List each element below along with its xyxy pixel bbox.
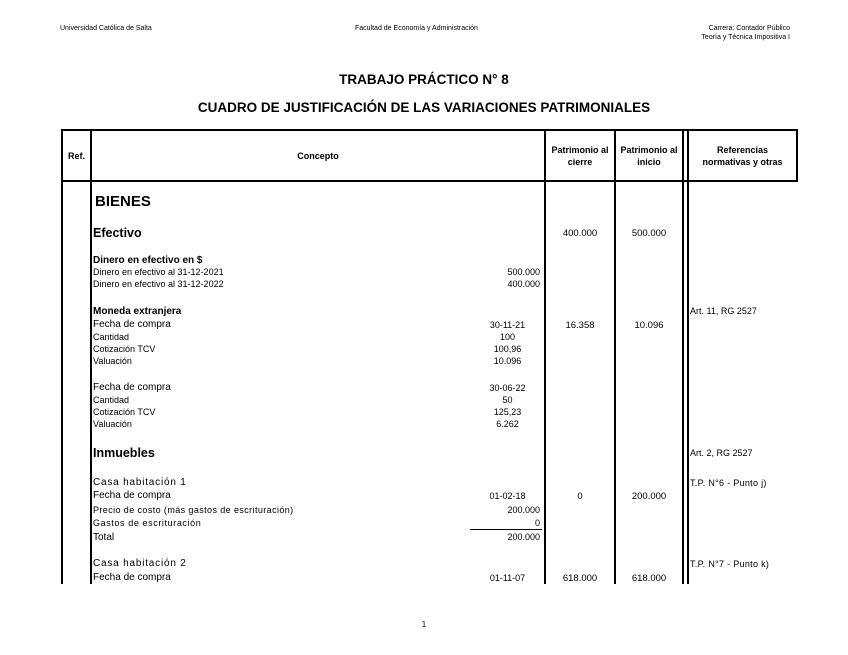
moneda-g1-cantidad-label: Cantidad (93, 332, 130, 342)
moneda-g2-valuacion: 6.262 (496, 419, 519, 429)
casa1-cierre: 0 (577, 491, 583, 502)
col-header-inicio: Patrimonio al inicio (620, 144, 678, 167)
moneda-label: Moneda extranjera (93, 306, 182, 317)
casa1-fecha: 01-02-18 (489, 491, 526, 501)
moneda-g2-cantidad-label: Cantidad (93, 395, 130, 405)
faculty-name: Facultad de Economía y Administración (355, 25, 478, 32)
moneda-ref: Art. 11, RG 2527 (690, 306, 757, 316)
casa2-fecha: 01-11-07 (489, 573, 526, 583)
moneda-g1-cotizacion: 100,96 (493, 344, 522, 354)
dinero-row1-value: 500.000 (507, 267, 540, 277)
col-header-referencias: Referencias normativas y otras (702, 144, 783, 167)
moneda-g1-valuacion: 10.096 (493, 356, 522, 366)
moneda-g2-cotizacion-label: Cotización TCV (93, 407, 156, 417)
casa1-total-label: Total (93, 532, 115, 543)
casa2-label: Casa habitación 2 (93, 558, 187, 569)
casa2-fecha-label: Fecha de compra (93, 572, 171, 583)
efectivo-inicio: 500.000 (631, 228, 667, 239)
moneda-g1-cantidad: 100 (499, 332, 516, 342)
col-header-concepto: Concepto (297, 150, 339, 161)
university-name: Universidad Católica de Salta (60, 25, 152, 32)
dinero-row2-value: 400.000 (507, 279, 540, 289)
dinero-label: Dinero en efectivo en $ (93, 255, 203, 266)
casa1-inicio: 200.000 (631, 491, 667, 502)
course-name: Teoría y Técnica Impositiva I (701, 34, 790, 41)
col-header-ref: Ref. (67, 150, 85, 161)
col-header-cierre: Patrimonio al cierre (551, 144, 609, 167)
efectivo-label: Efectivo (93, 226, 142, 240)
casa1-total: 200.000 (507, 532, 540, 542)
page-title: TRABAJO PRÁCTICO N° 8 (339, 72, 509, 87)
casa1-label: Casa habitación 1 (93, 477, 187, 488)
dinero-row1-label: Dinero en efectivo al 31-12-2021 (93, 267, 224, 277)
moneda-g1-fecha: 30-11-21 (489, 320, 526, 330)
casa2-cierre: 618.000 (562, 573, 598, 584)
inmuebles-ref: Art. 2, RG 2527 (690, 448, 753, 458)
casa2-ref: T.P. N°7 - Punto k) (690, 559, 770, 569)
total-underline (470, 529, 542, 530)
casa1-fecha-label: Fecha de compra (93, 490, 171, 501)
moneda-g1-cotizacion-label: Cotización TCV (93, 344, 156, 354)
moneda-g1-valuacion-label: Valuación (93, 356, 132, 366)
moneda-inicio: 10.096 (634, 320, 664, 331)
page-number: 1 (421, 620, 427, 629)
casa1-precio: 200.000 (507, 505, 540, 515)
dinero-row2-label: Dinero en efectivo al 31-12-2022 (93, 279, 224, 289)
inmuebles-label: Inmuebles (93, 446, 155, 460)
career-name: Carrera: Contador Público (708, 25, 790, 32)
casa2-inicio: 618.000 (631, 573, 667, 584)
moneda-g2-valuacion-label: Valuación (93, 419, 132, 429)
page-subtitle: CUADRO DE JUSTIFICACIÓN DE LAS VARIACIONES PATRIMONIALES (197, 100, 651, 115)
casa1-precio-label: Precio de costo (más gastos de escrituración) (93, 505, 294, 515)
moneda-g2-cotizacion: 125,23 (493, 407, 522, 417)
casa1-gastos: 0 (534, 518, 540, 528)
moneda-g1-fecha-label: Fecha de compra (93, 319, 171, 330)
moneda-g2-fecha-label: Fecha de compra (93, 382, 171, 393)
casa1-ref: T.P. N°6 - Punto j) (690, 478, 767, 488)
section-bienes: BIENES (95, 193, 151, 210)
moneda-cierre: 16.358 (565, 320, 595, 331)
casa1-gastos-label: Gastos de escrituración (93, 518, 202, 528)
efectivo-cierre: 400.000 (562, 228, 598, 239)
moneda-g2-fecha: 30-06-22 (489, 383, 526, 393)
moneda-g2-cantidad: 50 (502, 395, 513, 405)
